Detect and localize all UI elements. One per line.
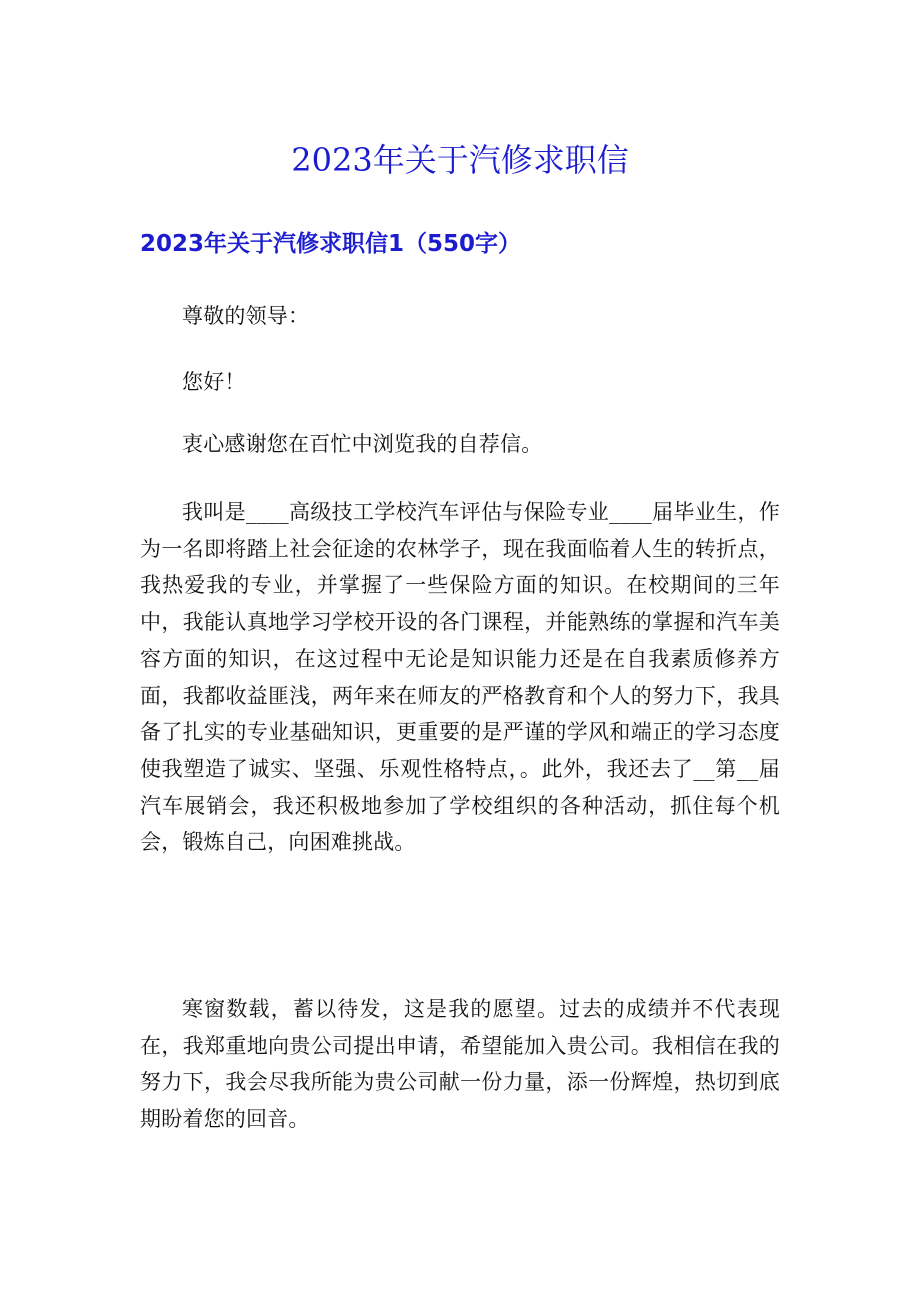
thanks-line: 衷心感谢您在百忙中浏览我的自荐信。 xyxy=(182,432,543,456)
body-paragraph-2: 寒窗数载，蓄以待发，这是我的愿望。过去的成绩并不代表现在，我郑重地向贵公司提出申请，希望能加入贵公司。我相信在我的努力下，我会尽我所能为贵公司献一份力量，添一份辉煌，热切到底期盼着您的回音。 xyxy=(140,997,780,1132)
salutation: 尊敬的领导： xyxy=(182,304,310,328)
section-heading: 2023年关于汽修求职信1（550字） xyxy=(140,231,522,257)
greeting: 您好！ xyxy=(182,370,246,394)
body-paragraph-1: 我叫是____高级技工学校汽车评估与保险专业____届毕业生，作为一名即将踏上社会征途的农林学子，现在我面临着人生的转折点，我热爱我的专业，并掌握了一些保险方面的知识。在校期间的三年中，我能认真地学习学校开设的各门课程，并能熟练的掌握和汽车美容方面的知识，在这过程中无论是知识能力还是在自我素质修养方面，我都收益匪浅，两年来在师友的严格教育和个人的努力下，我具备了扎实的专业基础知识，更重要的是严谨的学风和端正的学习态度使我塑造了诚实、坚强、乐观性格特点，。此外，我还去了__第__届汽车展销会，我还积极地参加了学校组织的各种活动，抓住每个机会，锻炼自己，向困难挑战。 xyxy=(140,500,780,855)
document-title: 2023年关于汽修求职信 xyxy=(291,141,629,179)
